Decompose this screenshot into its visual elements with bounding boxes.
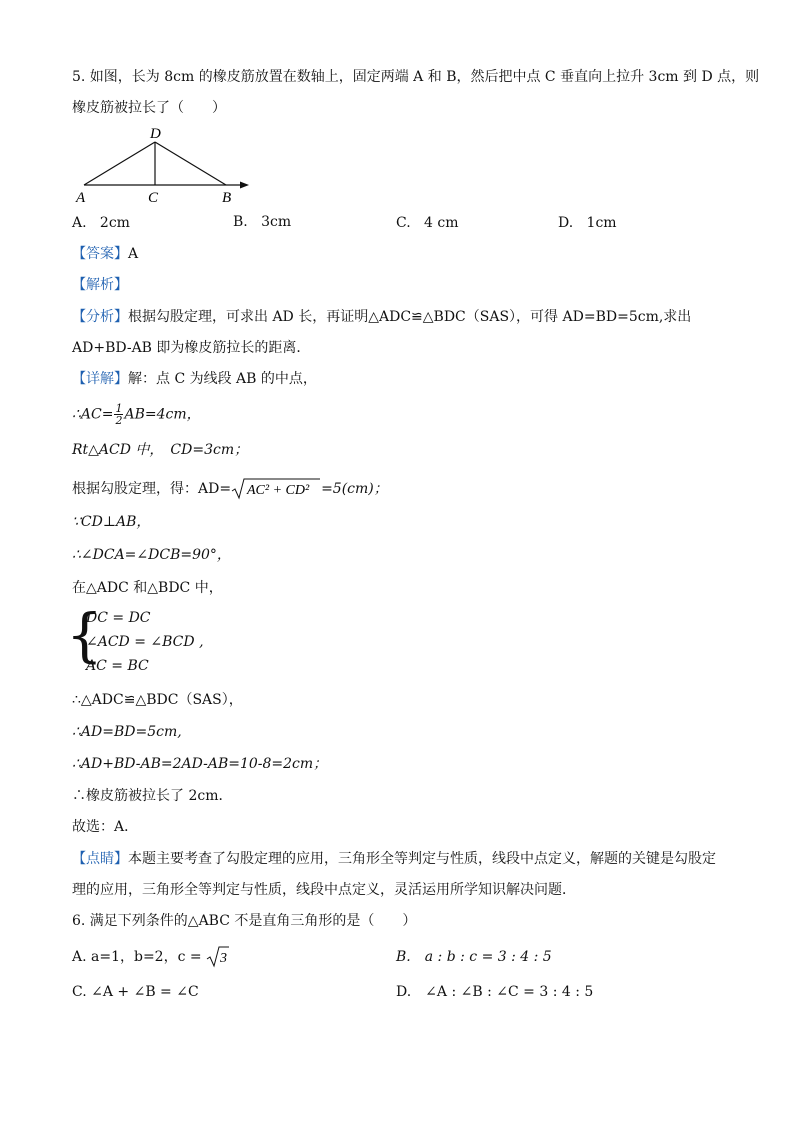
q5-dianjing-line1: 【点睛】本题主要考查了勾股定理的应用，三角形全等判定与性质，线段中点定义，解题的关键是勾股定	[72, 851, 716, 867]
svg-text:3: 3	[220, 951, 228, 966]
system-line3: AC = BC	[86, 658, 149, 674]
step-sum: ∴AD+BD-AB=2AD-AB=10-8=2cm；	[72, 756, 328, 772]
fenxi-tag: 【分析】	[72, 309, 128, 325]
label-b: B	[222, 190, 232, 206]
sqrt-expression	[231, 477, 321, 501]
step-choose: 故选：A．	[72, 819, 139, 835]
q5-fenxi-line2: AD+BD-AB 即为橡皮筋拉长的距离．	[72, 340, 311, 356]
step-result: ∴橡皮筋被拉长了 2cm．	[72, 788, 233, 804]
step-rt: Rt△ACD 中， CD=3cm；	[72, 442, 249, 458]
q5-figure	[70, 122, 260, 208]
label-d: D	[150, 126, 161, 142]
q5-answer: 【答案】A	[72, 246, 139, 262]
segment-db	[155, 142, 226, 185]
fraction-half: $\frac{1}{2}$	[115, 402, 123, 427]
q5-dianjing-line2: 理的应用，三角形全等判定与性质，线段中点定义，灵活运用所学知识解决问题．	[72, 882, 576, 898]
q5-option-c: C. 4 cm	[396, 215, 459, 231]
q6-stem: 6. 满足下列条件的△ABC 不是直角三角形的是（ ）	[72, 913, 417, 929]
axis-arrow-icon	[240, 182, 249, 189]
step-gougu: 根据勾股定理，得：AD= AC² + CD² =5(cm)；	[72, 477, 388, 501]
xiangjie-tag: 【详解】	[72, 371, 128, 387]
step-in: 在△ADC 和△BDC 中，	[72, 580, 223, 596]
q6-option-d: D. ∠A : ∠B : ∠C = 3 : 4 : 5	[396, 984, 594, 1000]
q5-option-b: B. 3cm	[233, 214, 292, 230]
label-c: C	[148, 190, 159, 206]
step-angle: ∴∠DCA=∠DCB=90°，	[72, 547, 231, 563]
answer-tag: 【答案】	[72, 246, 128, 262]
q5-fenxi-line1: 【分析】根据勾股定理，可求出 AD 长，再证明△ADC≌△BDC（SAS），可得 AD=BD=5cm,求出	[72, 309, 692, 325]
system-brace-icon: {	[66, 601, 103, 669]
analysis-tag: 【解析】	[72, 277, 128, 293]
q5-option-d: D. 1cm	[558, 215, 617, 231]
q5-stem-line2: 橡皮筋被拉长了（ ）	[72, 100, 226, 116]
step-ac: ∴AC= $\frac{1}{2}$ AB=4cm，	[72, 402, 201, 427]
q6-option-b: B. a : b : c = 3 : 4 : 5	[396, 949, 552, 965]
q6-option-c: C. ∠A + ∠B = ∠C	[72, 984, 199, 1000]
system-line1: DC = DC	[86, 610, 151, 626]
svg-text:AC² + CD²: AC² + CD²	[247, 483, 310, 498]
segment-ad	[84, 142, 155, 185]
q5-xiangjie-line1: 【详解】解：点 C 为线段 AB 的中点，	[72, 371, 317, 387]
dianjing-tag: 【点睛】	[72, 851, 128, 867]
system-line2: ∠ACD = ∠BCD ,	[86, 634, 204, 650]
q6-option-a: A. a=1，b=2，c = 3	[72, 945, 230, 969]
q5-option-a: A. 2cm	[72, 215, 130, 231]
q5-stem-line1: 5. 如图，长为 8cm 的橡皮筋放置在数轴上，固定两端 A 和 B，然后把中点 C 垂直向上拉升 3cm 到 D 点，则	[72, 69, 760, 85]
step-perp: ∵CD⊥AB，	[72, 514, 151, 530]
sqrt-three	[206, 945, 230, 969]
step-cong: ∴△ADC≌△BDC（SAS），	[72, 692, 243, 708]
step-adbd: ∴AD=BD=5cm,	[72, 724, 182, 740]
label-a: A	[76, 190, 86, 206]
